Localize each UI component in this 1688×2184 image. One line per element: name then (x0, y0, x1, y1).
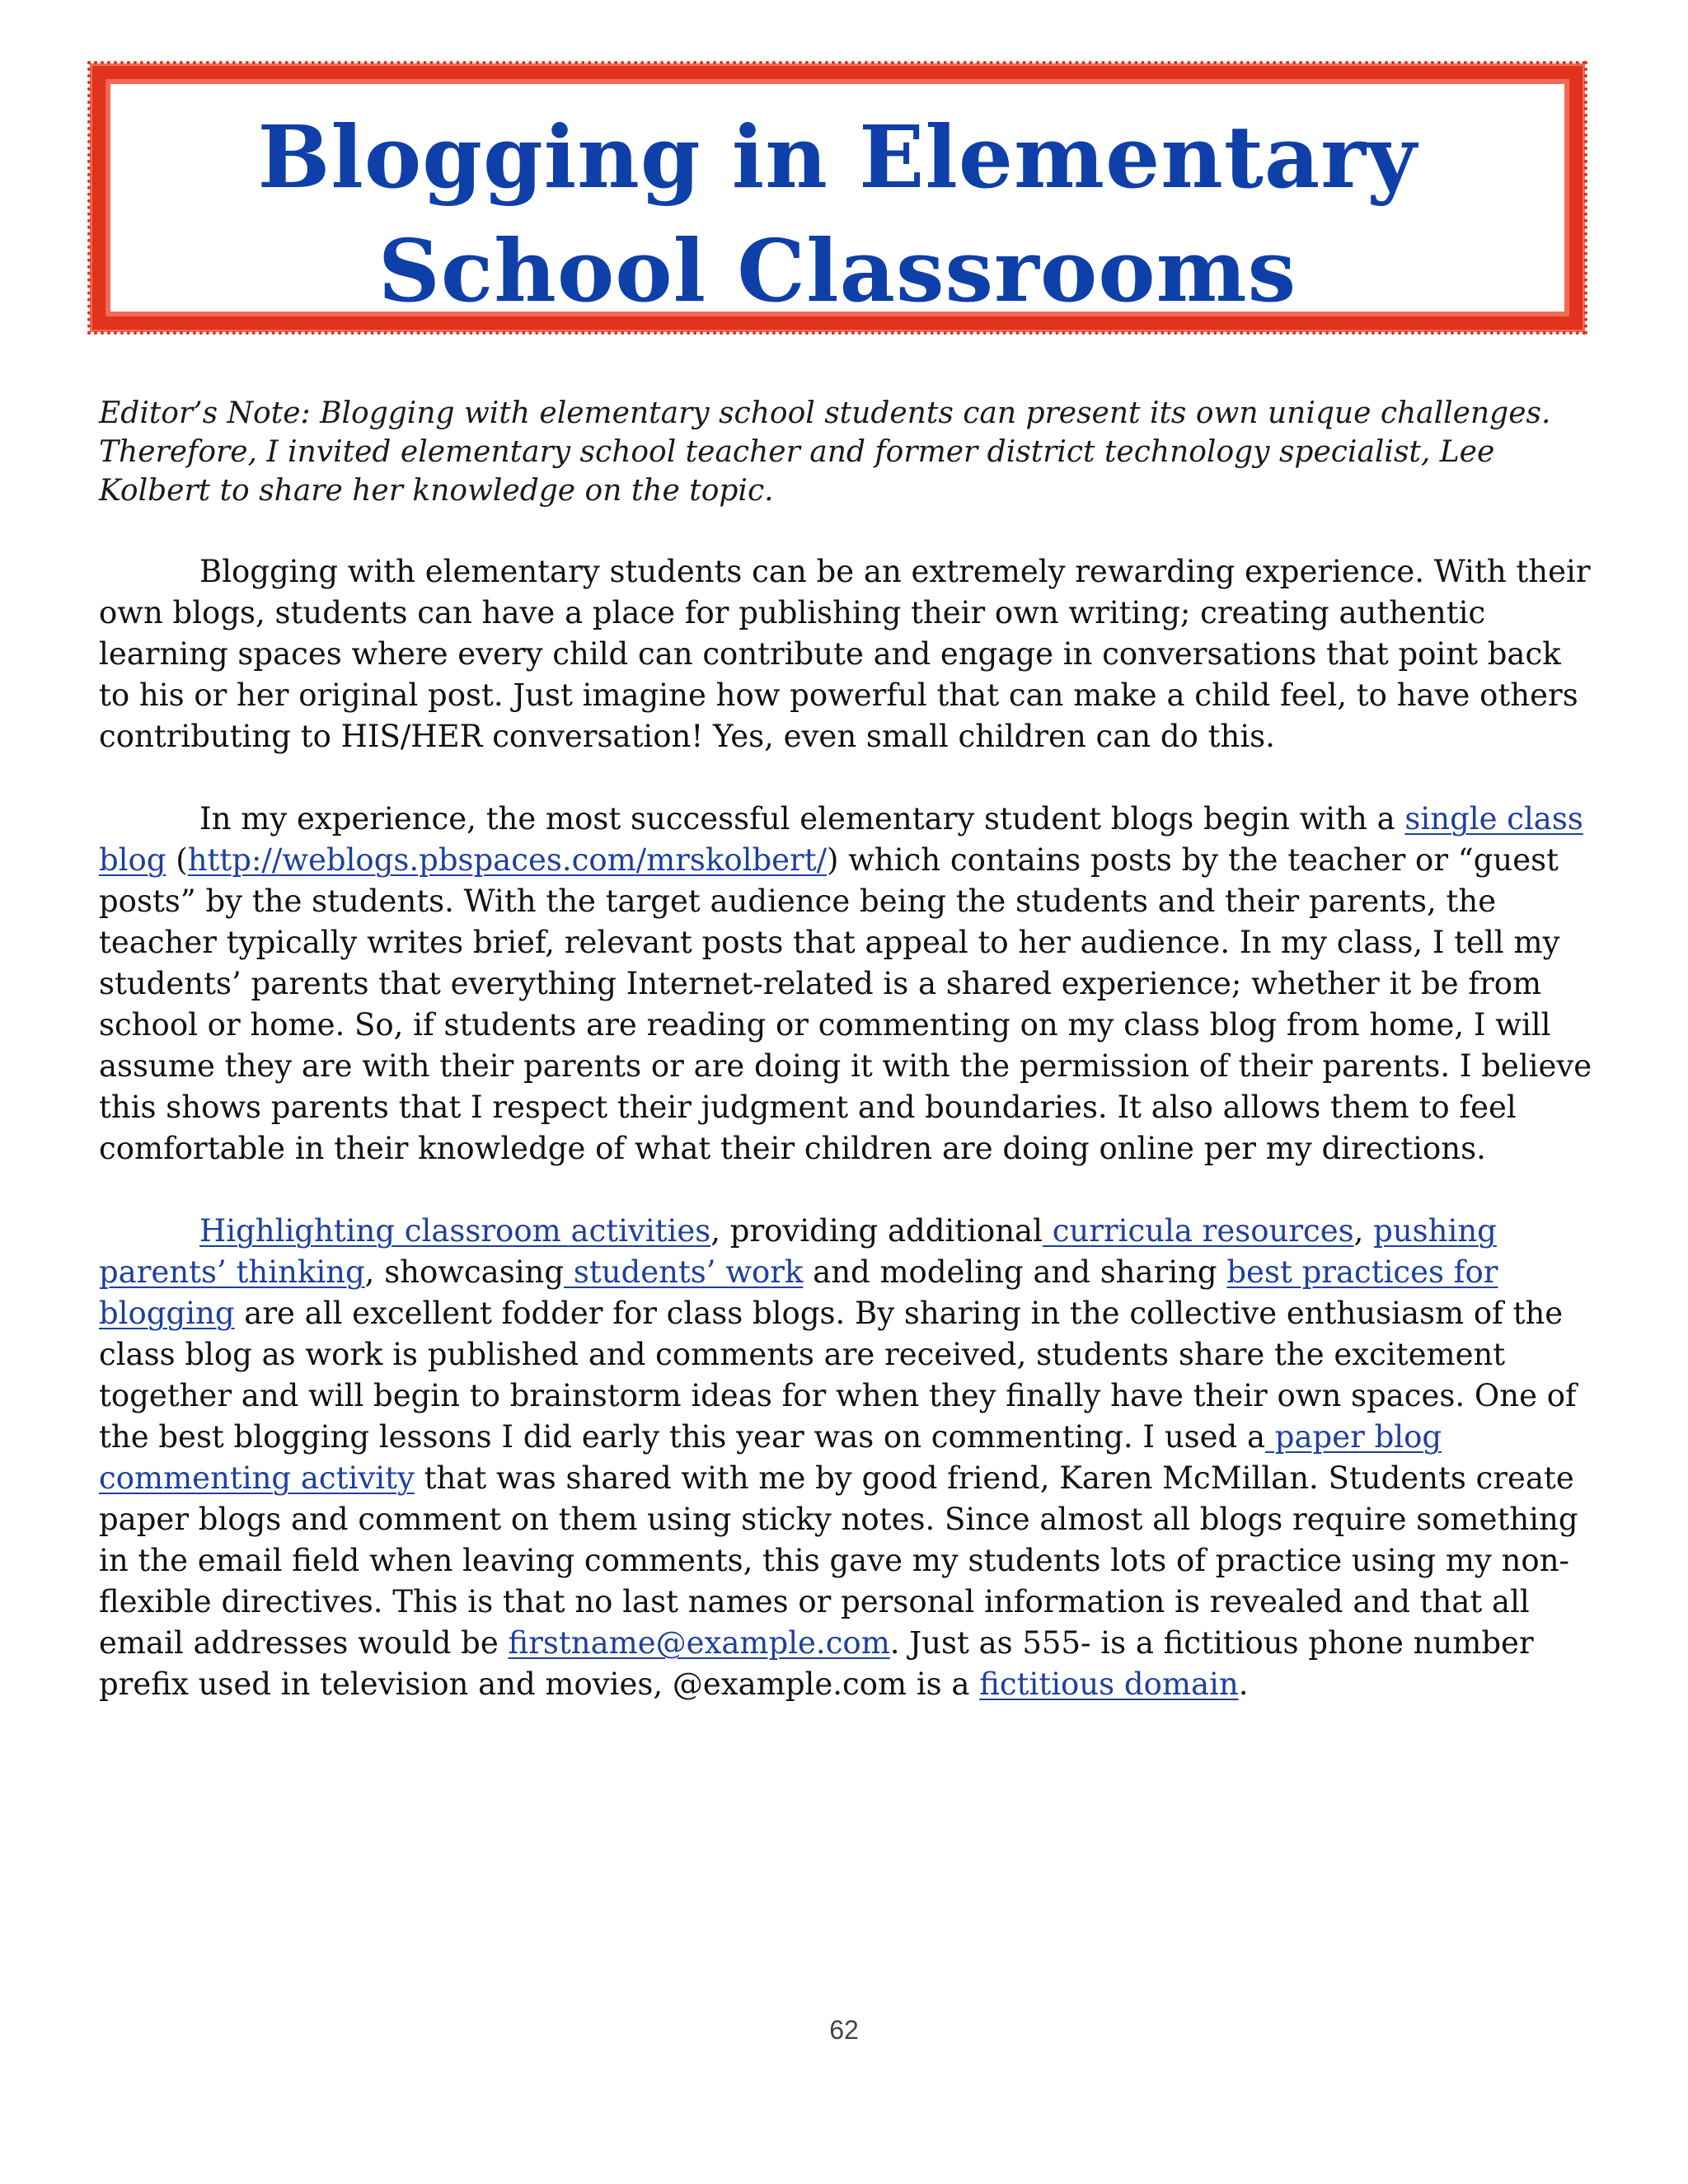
paragraph-3-text-7: . Just as 555- is a fictitious phone number prefix used in television and movies, @example.com is a (99, 1625, 1534, 1702)
paragraph-2 (99, 799, 1599, 1169)
class-blog-url-link[interactable]: http://weblogs.pbspaces.com/mrskolbert/ (187, 842, 828, 878)
pushing-parents-thinking-link[interactable]: pushing parents’ thinking (99, 1213, 1497, 1290)
curricula-resources-link[interactable]: curricula resources (1042, 1213, 1354, 1249)
paragraph-3-text-5: are all excellent fodder for class blogs. By sharing in the collective enthusiasm of the class blog as work is published and comments are received, students share the excitement together and will begin to brainstorm ideas for when they finally have their own spaces. One of the best blogging lessons I did early this year was on commenting. I used a (99, 1296, 1577, 1455)
students-work-link[interactable]: students’ work (564, 1254, 804, 1290)
paragraph-3-text-6: that was shared with me by good friend, Karen McMillan. Students create paper blogs and comment on them using sticky notes. Since almost all blogs require something in the email field when leaving comments, this gave my students lots of practice using my non-flexible directives. This is that no last names or personal information is revealed and that all email addresses would be (99, 1460, 1578, 1661)
paragraph-3-text-4: and modeling and sharing (803, 1254, 1227, 1290)
title-line-1: Blogging in Elementary (257, 106, 1418, 208)
paragraph-2-text-3: ) which contains posts by the teacher or “guest posts” by the students. With the target audience being the students and their parents, the teacher typically writes brief, relevant posts that appeal to her audience. In my class, I tell my students’ parents that everything Internet-related is a shared experience; whether it be from school or home. So, if students are reading or commenting on my class blog from home, I will assume they are with their parents or are doing it with the permission of their parents. I believe this shows parents that I respect their judgment and boundaries. It also allows them to feel comfortable in their knowledge of what their children are doing online per my directions. (99, 842, 1592, 1166)
paragraph-2-text-2: ( (166, 842, 188, 878)
title-line-2: School Classrooms (377, 220, 1297, 321)
paragraph-3-text-2: , (1353, 1213, 1374, 1249)
paper-blog-activity-link[interactable]: paper blog commenting activity (99, 1419, 1442, 1496)
paragraph-3-text-3: , showcasing (364, 1254, 565, 1290)
title-frame (92, 66, 1582, 330)
page-title (106, 101, 1569, 328)
editors-note: Editor’s Note: Blogging with elementary school students can present its own unique challenges. Therefore, I invited elementary school teacher and former district technology specialist, Lee Kolbert to share her knowledge on the topic. (99, 396, 1551, 508)
article-body (99, 394, 1599, 1746)
paragraph-3-text-8: . (1238, 1666, 1249, 1702)
best-practices-link[interactable]: best practices for blogging (99, 1254, 1498, 1331)
fictitious-domain-link[interactable]: fictitious domain (979, 1666, 1239, 1702)
paragraph-3-text-1: , providing additional (710, 1213, 1043, 1249)
paragraph-2-text-1: In my experience, the most successful elementary student blogs begin with a (199, 801, 1405, 837)
paragraph-1: Blogging with elementary students can be an extremely rewarding experience. With their own blogs, students can have a place for publishing their own writing; creating authentic learning spaces where every child can contribute and engage in conversations that point back to his or her original post. Just imagine how powerful that can make a child feel, to have others contributing to HIS/HER conversation! Yes, even small children can do this. (99, 554, 1591, 754)
example-email-link[interactable]: firstname@example.com (508, 1625, 890, 1661)
highlighting-activities-link[interactable]: Highlighting classroom activities (199, 1213, 711, 1249)
paragraph-3 (99, 1211, 1599, 1705)
single-class-blog-link[interactable]: single class blog (99, 801, 1583, 878)
page-number: 62 (829, 2015, 859, 2045)
